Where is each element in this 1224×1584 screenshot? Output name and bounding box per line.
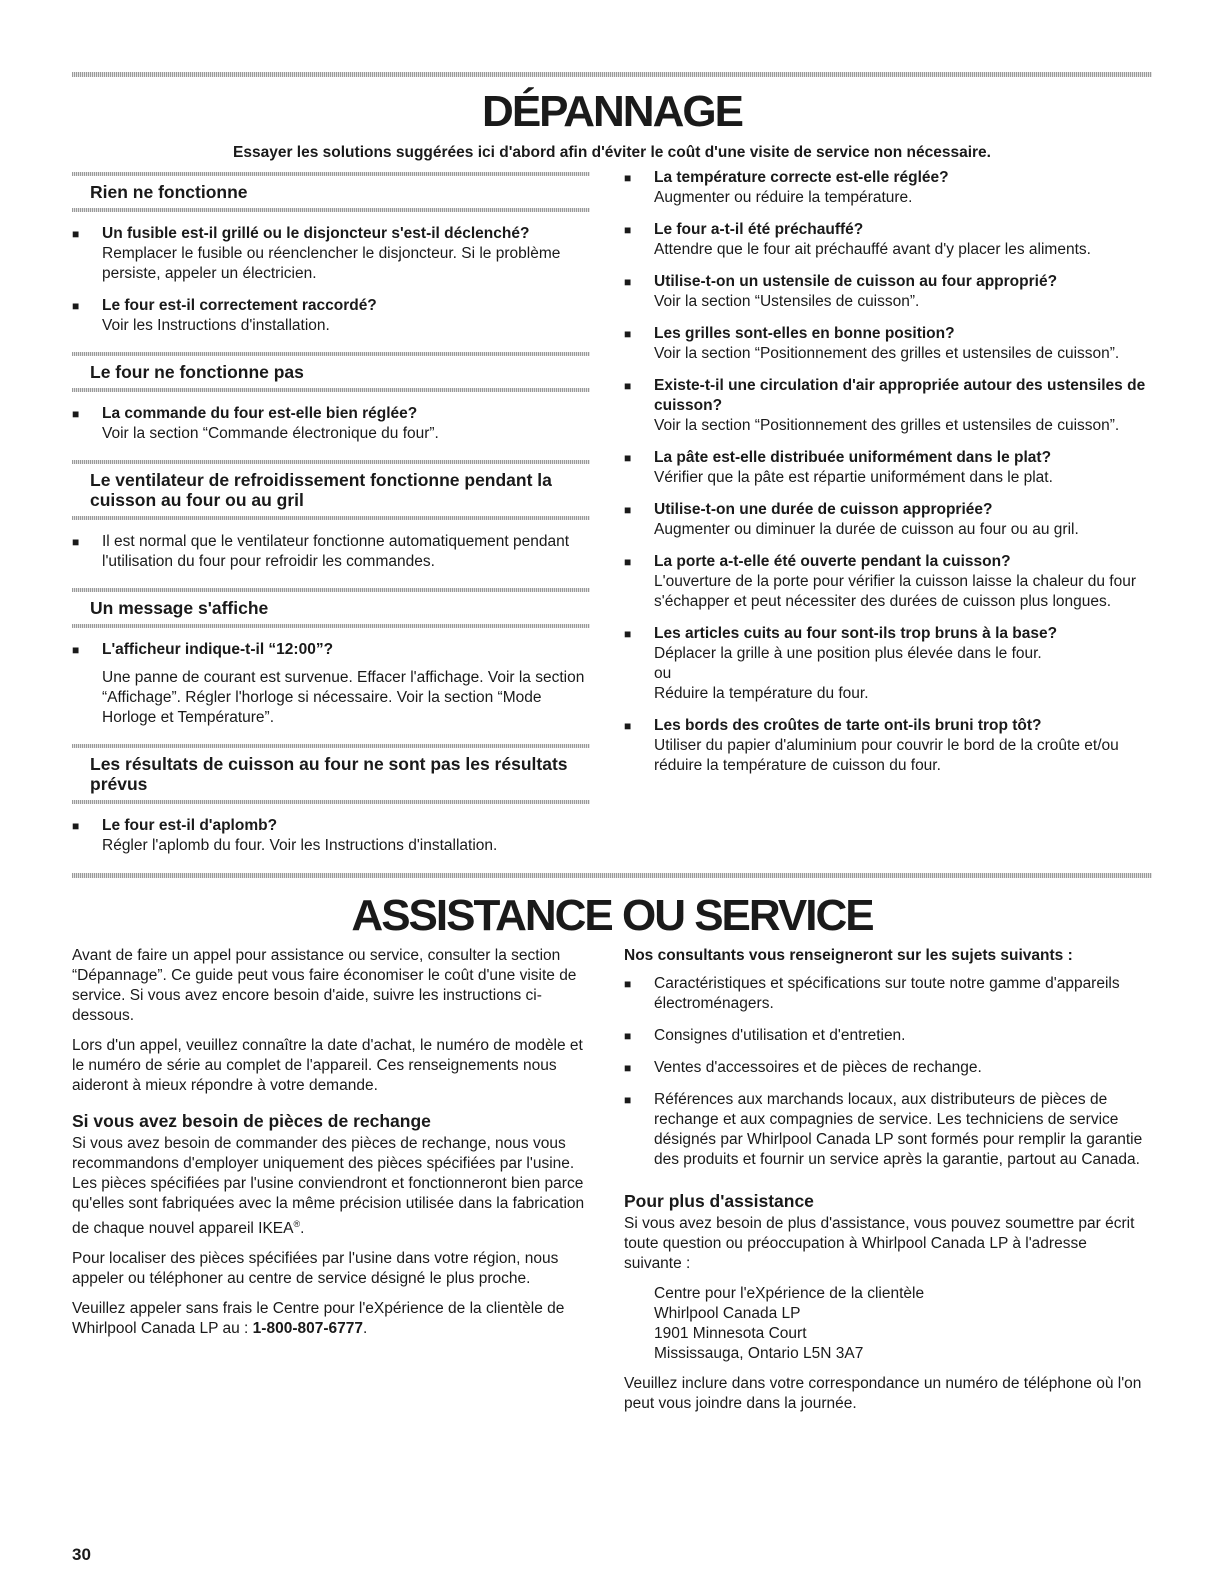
list-item bbox=[624, 552, 1148, 612]
depannage-intro: Essayer les solutions suggérées ici d'abord afin d'éviter le coût d'une visite de service non nécessaire. bbox=[233, 144, 991, 161]
answer-or: ou bbox=[654, 665, 672, 682]
bullet-icon: ■ bbox=[624, 503, 632, 517]
depannage-left-column bbox=[72, 172, 590, 856]
answer: Voir la section “Ustensiles de cuisson”. bbox=[654, 293, 920, 310]
list-item bbox=[72, 532, 590, 572]
item-text: Consignes d'utilisation et d'entretien. bbox=[654, 1027, 906, 1044]
section-rule bbox=[72, 800, 590, 804]
section-heading: Les résultats de cuisson au four ne sont pas les résultats prévus bbox=[90, 754, 568, 794]
list-item bbox=[72, 404, 590, 444]
call-text: Veuillez appeler sans frais le Centre pour l'eXpérience de la clientèle de Whirlpool Canada LP au : bbox=[72, 1300, 565, 1338]
section-ventilateur bbox=[72, 460, 590, 572]
question: La température correcte est-elle réglée? bbox=[654, 169, 949, 186]
answer: Voir la section “Positionnement des grilles et ustensiles de cuisson”. bbox=[654, 345, 1120, 362]
item-text: Références aux marchands locaux, aux distributeurs de pièces de rechange et aux compagnies de service. Les techniciens de service désignés par Whirlpool Canada LP sont formés pour remplir la garantie des produits et fournir un service après la garantie, partout au Canada. bbox=[654, 1091, 1143, 1168]
list-item bbox=[624, 376, 1148, 436]
answer: Il est normal que le ventilateur fonctionne automatiquement pendant l'utilisation du four pour refroidir les commandes. bbox=[102, 533, 570, 570]
question: La commande du four est-elle bien réglée? bbox=[102, 405, 418, 422]
answer: Attendre que le four ait préchauffé avant d'y placer les aliments. bbox=[654, 241, 1091, 258]
section-four-ne-fonctionne-pas bbox=[72, 352, 590, 444]
page-number: 30 bbox=[72, 1545, 91, 1564]
more-assistance-heading: Pour plus d'assistance bbox=[624, 1191, 814, 1211]
bullet-icon: ■ bbox=[72, 407, 80, 421]
item-text: Caractéristiques et spécifications sur toute notre gamme d'appareils électroménagers. bbox=[654, 975, 1120, 1012]
bullet-icon: ■ bbox=[72, 819, 80, 833]
question: Le four a-t-il été préchauffé? bbox=[654, 221, 864, 238]
address-line: 1901 Minnesota Court bbox=[654, 1325, 807, 1342]
bullet-icon: ■ bbox=[72, 299, 80, 313]
answer: Déplacer la grille à une position plus élevée dans le four. bbox=[654, 645, 1042, 662]
address-line: Mississauga, Ontario L5N 3A7 bbox=[654, 1345, 864, 1362]
paragraph: Si vous avez besoin de plus d'assistance, vous pouvez soumettre par écrit toute question ou préoccupation à Whirlpool Canada LP à l'adresse suivante : bbox=[624, 1215, 1135, 1272]
answer: Régler l'aplomb du four. Voir les Instructions d'installation. bbox=[102, 837, 498, 854]
paragraph bbox=[72, 1299, 590, 1339]
bullet-icon: ■ bbox=[624, 451, 632, 465]
list-item bbox=[624, 324, 1148, 364]
bullet-icon: ■ bbox=[72, 227, 80, 241]
list-item bbox=[72, 296, 590, 336]
period: . bbox=[362, 1320, 368, 1338]
bullet-icon: ■ bbox=[72, 643, 80, 657]
middle-rule bbox=[72, 873, 1152, 878]
answer: L'ouverture de la porte pour vérifier la cuisson laisse la chaleur du four s'échapper et peut nécessiter des durées de cuisson plus longues. bbox=[654, 573, 1136, 610]
bullet-icon: ■ bbox=[72, 535, 80, 549]
assistance-left-column bbox=[72, 946, 590, 1349]
item-text: Ventes d'accessoires et de pièces de rechange. bbox=[654, 1059, 982, 1076]
question: Les articles cuits au four sont-ils trop bruns à la base? bbox=[654, 625, 1058, 642]
assistance-right-column bbox=[624, 946, 1148, 1424]
parts-text: Si vous avez besoin de commander des pièces de rechange, nous vous recommandons d'employer uniquement des pièces spécifiées par l'usine. Les pièces spécifiées par l'usine conviendront et fonctionneront bien parce qu'elles sont fabriquées avec la même précision utilisée dans la fabrication de chaque nouvel appareil IKEA bbox=[72, 1135, 585, 1238]
answer: Remplacer le fusible ou réenclencher le disjoncteur. Si le problème persiste, appeler un électricien. bbox=[102, 245, 561, 282]
list-item bbox=[624, 1058, 1148, 1078]
section-resultats bbox=[72, 744, 590, 856]
question: Un fusible est-il grillé ou le disjoncteur s'est-il déclenché? bbox=[102, 225, 530, 242]
period: . bbox=[300, 1220, 305, 1238]
parts-heading: Si vous avez besoin de pièces de rechange bbox=[72, 1111, 431, 1131]
answer: Augmenter ou réduire la température. bbox=[654, 189, 913, 206]
list-item bbox=[624, 448, 1148, 488]
answer: Augmenter ou diminuer la durée de cuisson au four ou au gril. bbox=[654, 521, 1079, 538]
section-rule bbox=[72, 208, 590, 212]
paragraph bbox=[72, 1134, 590, 1239]
depannage-right-column bbox=[624, 158, 1148, 776]
bullet-icon: ■ bbox=[624, 171, 632, 185]
answer: Utiliser du papier d'aluminium pour couvrir le bord de la croûte et/ou réduire la température de cuisson du four. bbox=[654, 737, 1119, 774]
paragraph: Veuillez inclure dans votre correspondance un numéro de téléphone où l'on peut vous joindre dans la journée. bbox=[624, 1375, 1142, 1412]
list-item bbox=[624, 220, 1148, 260]
section-rule bbox=[72, 388, 590, 392]
question: Le four est-il d'aplomb? bbox=[102, 817, 278, 834]
list-item bbox=[624, 624, 1148, 704]
answer: Voir la section “Commande électronique du four”. bbox=[102, 425, 439, 442]
consultants-heading: Nos consultants vous renseigneront sur les sujets suivants : bbox=[624, 947, 1073, 964]
bullet-icon: ■ bbox=[624, 223, 632, 237]
list-item bbox=[72, 224, 590, 284]
question: La pâte est-elle distribuée uniformément dans le plat? bbox=[654, 449, 1052, 466]
address-line: Centre pour l'eXpérience de la clientèle bbox=[654, 1285, 925, 1302]
list-item bbox=[624, 974, 1148, 1014]
registered-mark: ® bbox=[293, 1219, 301, 1229]
question: Existe-t-il une circulation d'air appropriée autour des ustensiles de cuisson? bbox=[654, 377, 1146, 414]
section-rule bbox=[72, 516, 590, 520]
list-item bbox=[624, 272, 1148, 312]
list-item bbox=[624, 168, 1148, 208]
bullet-icon: ■ bbox=[624, 1029, 632, 1043]
section-rien-ne-fonctionne bbox=[72, 172, 590, 336]
section-message bbox=[72, 588, 590, 728]
bullet-icon: ■ bbox=[624, 627, 632, 641]
paragraph: Avant de faire un appel pour assistance ou service, consulter la section “Dépannage”. Ce guide peut vous faire économiser le coût d'une visite de service. Si vous avez encore besoin d'aide, suivre les instructions ci-dessous. bbox=[72, 947, 577, 1024]
address-block bbox=[624, 1284, 1148, 1364]
paragraph: Pour localiser des pièces spécifiées par l'usine dans votre région, nous appeler ou téléphoner au centre de service désigné le plus proche. bbox=[72, 1250, 559, 1288]
assistance-title: ASSISTANCE OU SERVICE bbox=[351, 891, 873, 940]
bullet-icon: ■ bbox=[624, 1093, 632, 1107]
section-heading: Le four ne fonctionne pas bbox=[90, 362, 304, 382]
section-heading: Le ventilateur de refroidissement fonctionne pendant la cuisson au four ou au gril bbox=[90, 470, 552, 510]
section-heading: Un message s'affiche bbox=[90, 598, 269, 618]
list-item bbox=[624, 716, 1148, 776]
bullet-icon: ■ bbox=[624, 379, 632, 393]
list-item bbox=[72, 640, 590, 728]
list-item bbox=[72, 816, 590, 856]
answer: Une panne de courant est survenue. Effacer l'affichage. Voir la section “Affichage”. Régler l'horloge si nécessaire. Voir la section “Mode Horloge et Température”. bbox=[102, 669, 585, 726]
list-item bbox=[624, 1090, 1148, 1170]
answer: Voir les Instructions d'installation. bbox=[102, 317, 330, 334]
section-heading: Rien ne fonctionne bbox=[90, 182, 248, 202]
section-rule bbox=[72, 624, 590, 628]
phone-number: 1-800-807-6777 bbox=[252, 1320, 363, 1338]
bullet-icon: ■ bbox=[624, 275, 632, 289]
bullet-icon: ■ bbox=[624, 327, 632, 341]
question: Les bords des croûtes de tarte ont-ils bruni trop tôt? bbox=[654, 717, 1042, 734]
question: La porte a-t-elle été ouverte pendant la cuisson? bbox=[654, 553, 1011, 570]
depannage-title: DÉPANNAGE bbox=[482, 87, 742, 136]
question: Les grilles sont-elles en bonne position? bbox=[654, 325, 955, 342]
bullet-icon: ■ bbox=[624, 977, 632, 991]
answer: Vérifier que la pâte est répartie uniformément dans le plat. bbox=[654, 469, 1053, 486]
top-rule bbox=[72, 72, 1152, 77]
paragraph: Lors d'un appel, veuillez connaître la date d'achat, le numéro de modèle et le numéro de série au complet de l'appareil. Ces renseignements nous aideront à mieux répondre à votre demande. bbox=[72, 1037, 583, 1094]
bullet-icon: ■ bbox=[624, 719, 632, 733]
list-item bbox=[624, 500, 1148, 540]
question: Utilise-t-on un ustensile de cuisson au four approprié? bbox=[654, 273, 1058, 290]
question: Utilise-t-on une durée de cuisson appropriée? bbox=[654, 501, 993, 518]
bullet-icon: ■ bbox=[624, 1061, 632, 1075]
list-item bbox=[624, 1026, 1148, 1046]
question: L'afficheur indique-t-il “12:00”? bbox=[102, 641, 334, 658]
question: Le four est-il correctement raccordé? bbox=[102, 297, 377, 314]
answer-alt: Réduire la température du four. bbox=[654, 685, 869, 702]
address-line: Whirlpool Canada LP bbox=[654, 1305, 801, 1322]
answer: Voir la section “Positionnement des grilles et ustensiles de cuisson”. bbox=[654, 417, 1120, 434]
bullet-icon: ■ bbox=[624, 555, 632, 569]
